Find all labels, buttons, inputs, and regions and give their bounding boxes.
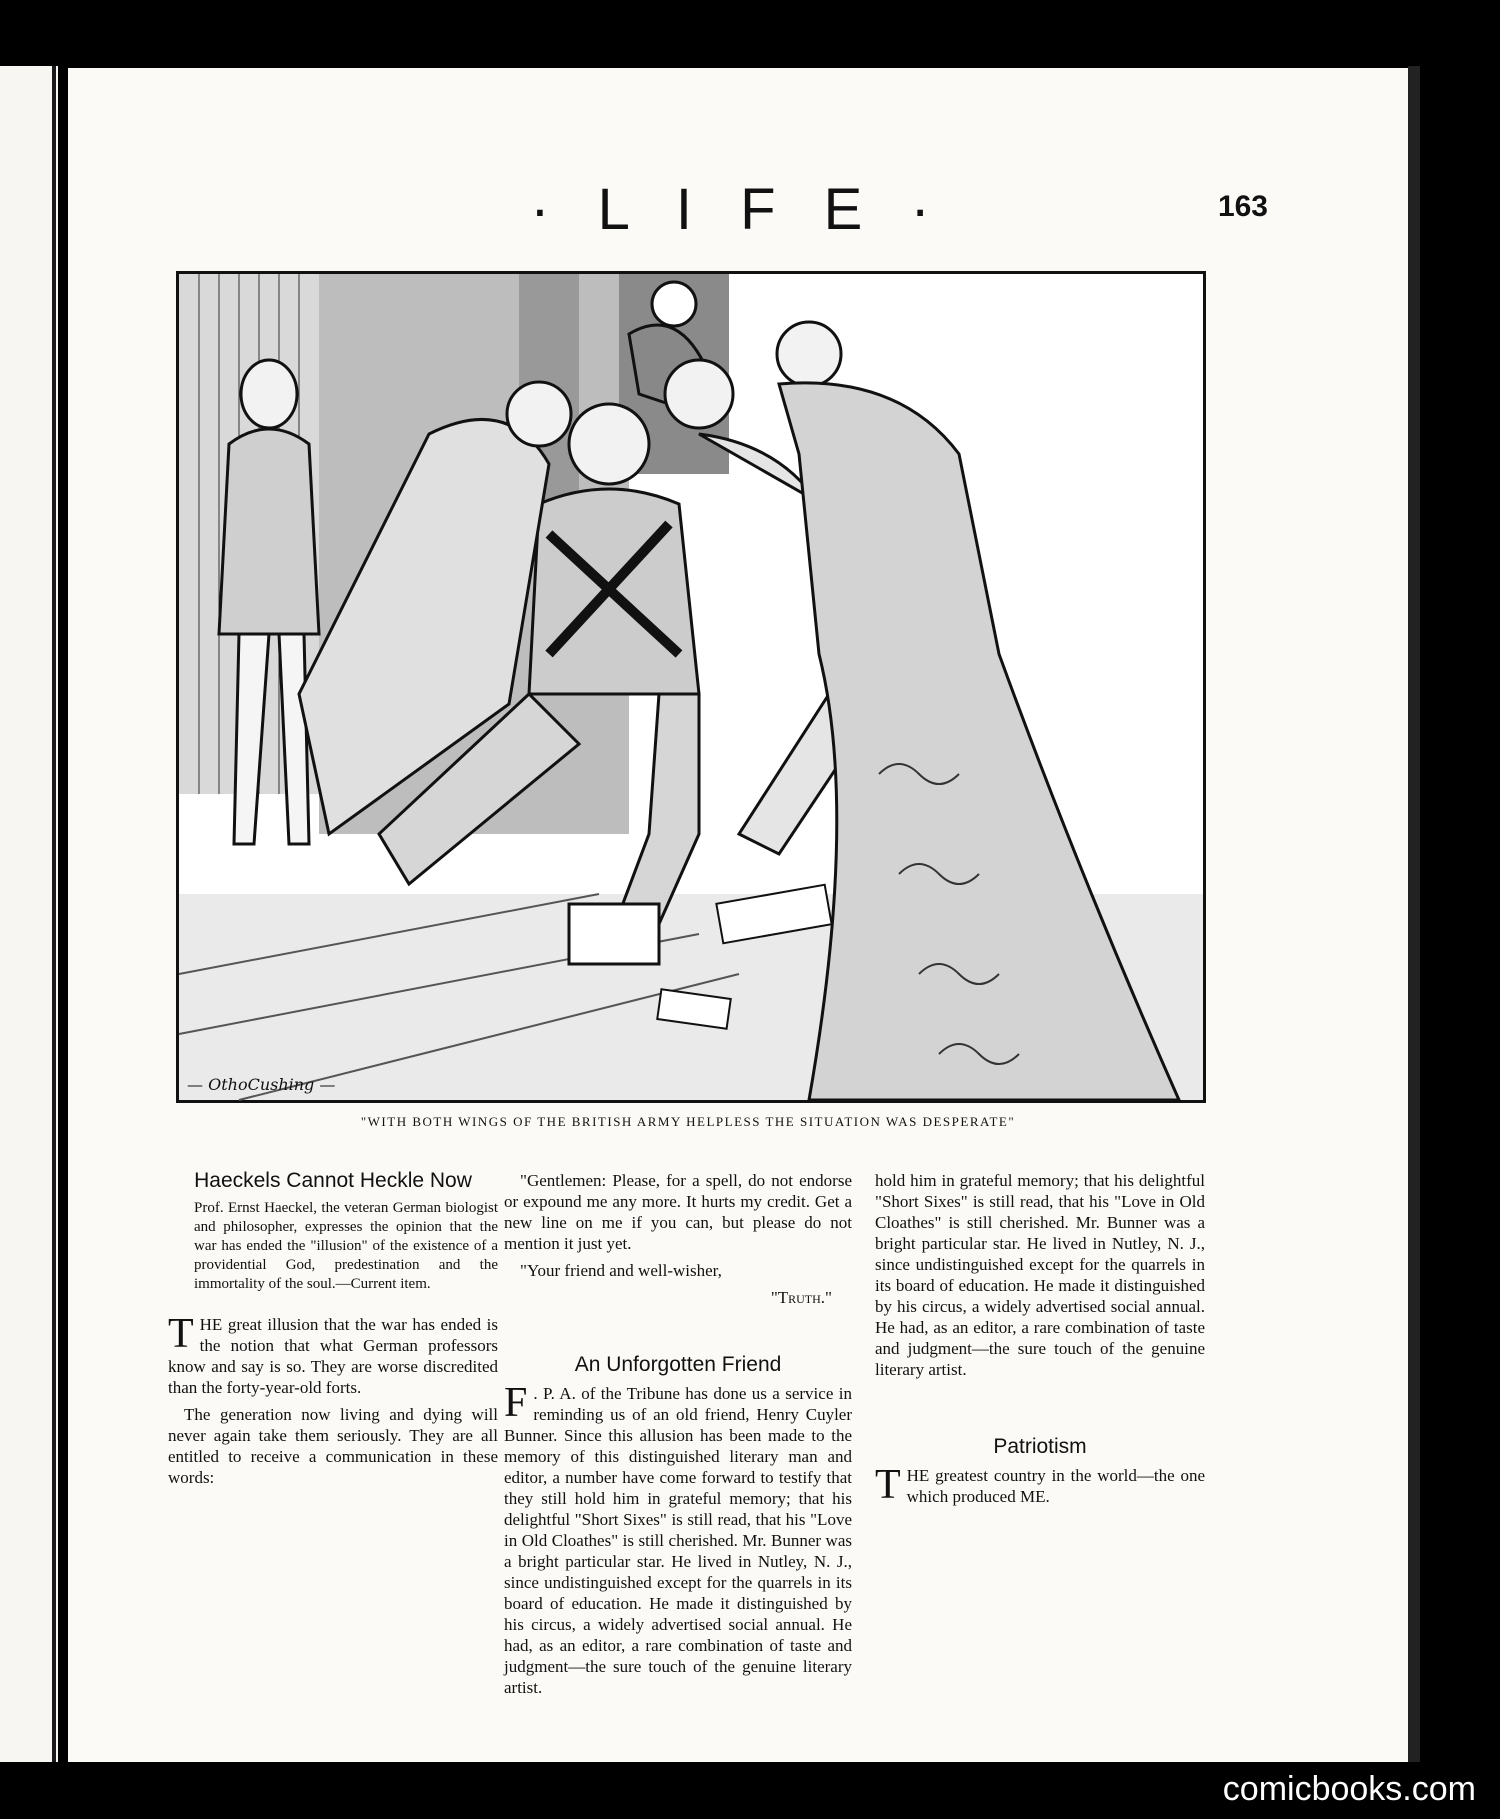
paragraph-text: HE greatest country in the world—the one which produced ME. (906, 1466, 1205, 1506)
drop-cap: T (875, 1462, 901, 1508)
column-3 (875, 1170, 1205, 1513)
article-title-patriotism: Patriotism (993, 1435, 1087, 1458)
magazine-page (68, 68, 1408, 1762)
article-title-unforgotten: An Unforgotten Friend (574, 1353, 782, 1376)
masthead-title: · L I F E · (530, 177, 946, 242)
article-title-haeckels: Haeckels Cannot Heckle Now (194, 1169, 472, 1192)
drop-cap: F (504, 1380, 528, 1426)
article-paragraph: The generation now living and dying will never again take them seriously. They are all entitled to receive a communication in these words: (168, 1405, 498, 1487)
article-signoff: "Truth." (770, 1288, 832, 1307)
cartoon-drawing (179, 274, 1203, 1100)
drop-cap: T (168, 1311, 194, 1357)
page-number: 163 (1217, 190, 1268, 223)
article-paragraph: "Gentlemen: Please, for a spell, do not endorse or expound me any more. It hurts my credit. Get a new line on me if you can, but please do not mention it just yet. (504, 1171, 852, 1253)
binding-spine (52, 66, 56, 1762)
site-watermark: comicbooks.com (1222, 1770, 1476, 1808)
article-paragraph-continued: hold him in grateful memory; that his delightful "Short Sixes" is still read, that his "Love in Old Cloathes" is still cherished. Mr. Bunner was a bright particular star. He lived in Nutley, N. J., since undistinguished except for the quarrels in its board of education. He made it distinguished by his circus, a widely advertised social annual. He had, as an editor, a rare combination of taste and judgment—the sure touch of the genuine literary artist. (875, 1171, 1205, 1379)
illustration-caption: "WITH BOTH WINGS OF THE BRITISH ARMY HELPLESS THE SITUATION WAS DESPERATE" (360, 1114, 1016, 1129)
article-paragraph (875, 1462, 1205, 1508)
column-1 (168, 1170, 498, 1494)
article-epigraph: Prof. Ernst Haeckel, the veteran German biologist and philosopher, expresses the opinion that the war has ended the "illusion" of the existence of a providential God, predestination and the immortality of the soul.—Current item. (194, 1200, 498, 1292)
left-page-margin (0, 66, 58, 1762)
article-paragraph: "Your friend and well-wisher, (520, 1261, 722, 1280)
cartoon-illustration (176, 271, 1206, 1103)
column-2 (504, 1170, 852, 1697)
artist-signature: — OthoCushing — (187, 1075, 336, 1094)
paragraph-text: HE great illusion that the war has ended is the notion that what German professors know and say is so. They are worse discredited than the forty-year-old forts. (168, 1315, 498, 1397)
paragraph-text: . P. A. of the Tribune has done us a service in reminding us of an old friend, Henry Cuyler Bunner. Since this allusion has been made to the memory of this distinguished literary man and editor, a number have come forward to testify that they still hold him in grateful memory; that his delightful "Short Sixes" is still read, that his "Love in Old Cloathes" is still cherished. Mr. Bunner was a bright particular star. He lived in Nutley, N. J., since undistinguished except for the quarrels in its board of education. He made it distinguished by his circus, a widely advertised social annual. He had, as an editor, a rare combination of taste and judgment—the sure touch of the genuine literary artist. (504, 1384, 852, 1697)
article-paragraph (168, 1311, 498, 1398)
article-paragraph (504, 1380, 852, 1697)
right-border-strip (1408, 66, 1420, 1762)
